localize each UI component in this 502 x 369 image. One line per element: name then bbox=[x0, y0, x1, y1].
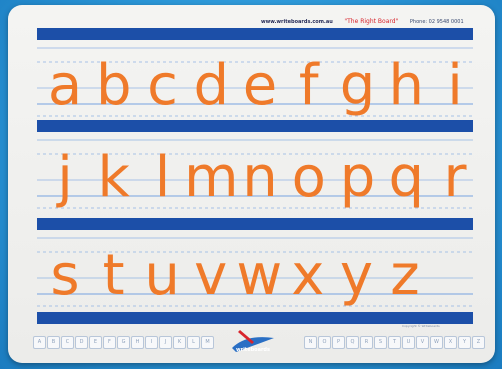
alphabet-key-d: D bbox=[75, 336, 88, 349]
website-text: www.writeboards.com.au bbox=[261, 19, 333, 25]
letter-j: j bbox=[57, 145, 73, 210]
alphabet-key-v: V bbox=[416, 336, 429, 349]
alphabet-key-y: Y bbox=[458, 336, 471, 349]
blue-stripe bbox=[37, 120, 473, 132]
writeboards-logo bbox=[228, 326, 278, 354]
alphabet-strip-right bbox=[304, 336, 485, 348]
alphabet-key-j: J bbox=[159, 336, 172, 349]
phone-text: Phone: 02 9548 0001 bbox=[409, 19, 464, 25]
letter-p: p bbox=[339, 145, 376, 210]
letter-y: y bbox=[339, 243, 373, 308]
letter-s: s bbox=[50, 243, 80, 308]
letter-b: b bbox=[95, 53, 132, 118]
letter-c: c bbox=[147, 53, 178, 118]
alphabet-key-e: E bbox=[89, 336, 102, 349]
letter-n: n bbox=[242, 145, 278, 210]
alphabet-key-h: H bbox=[131, 336, 144, 349]
alphabet-key-a: A bbox=[33, 336, 46, 349]
alphabet-strip-left bbox=[33, 336, 214, 348]
letter-x: x bbox=[291, 243, 325, 308]
brand-tagline: "The Right Board" bbox=[344, 18, 399, 25]
alphabet-key-n: N bbox=[304, 336, 317, 349]
alphabet-key-g: G bbox=[117, 336, 130, 349]
alphabet-key-u: U bbox=[402, 336, 415, 349]
logo-text: writeboards bbox=[236, 347, 270, 353]
letter-w: w bbox=[236, 243, 283, 308]
letter-r: r bbox=[443, 145, 467, 210]
alphabet-key-k: K bbox=[173, 336, 186, 349]
letter-o: o bbox=[291, 145, 326, 210]
alphabet-key-l: L bbox=[187, 336, 200, 349]
letter-i: i bbox=[447, 53, 463, 118]
ruled-writing-area bbox=[37, 28, 473, 324]
alphabet-key-x: X bbox=[444, 336, 457, 349]
blue-stripe bbox=[37, 312, 473, 324]
letter-q: q bbox=[388, 145, 425, 210]
alphabet-key-q: Q bbox=[346, 336, 359, 349]
alphabet-key-m: M bbox=[201, 336, 214, 349]
letter-a: a bbox=[47, 53, 83, 118]
letter-v: v bbox=[194, 243, 228, 308]
alphabet-key-z: Z bbox=[472, 336, 485, 349]
blue-stripe bbox=[37, 218, 473, 230]
alphabet-key-i: I bbox=[145, 336, 158, 349]
letter-z: z bbox=[390, 243, 420, 308]
letter-m: m bbox=[183, 145, 239, 210]
letter-e: e bbox=[242, 53, 278, 118]
alphabet-key-b: B bbox=[47, 336, 60, 349]
letter-h: h bbox=[388, 53, 424, 118]
alphabet-key-t: T bbox=[388, 336, 401, 349]
alphabet-key-c: C bbox=[61, 336, 74, 349]
copyright-text: Copyright © Writeboards bbox=[402, 324, 440, 328]
letter-g: g bbox=[339, 53, 376, 118]
alphabet-key-r: R bbox=[360, 336, 373, 349]
letter-l: l bbox=[154, 145, 171, 210]
alphabet-key-o: O bbox=[318, 336, 331, 349]
alphabet-key-w: W bbox=[430, 336, 443, 349]
board-header bbox=[261, 16, 486, 28]
alphabet-key-p: P bbox=[332, 336, 345, 349]
alphabet-key-s: S bbox=[374, 336, 387, 349]
letter-d: d bbox=[193, 53, 230, 118]
letter-k: k bbox=[97, 145, 130, 210]
letter-t: t bbox=[102, 243, 125, 308]
alphabet-key-f: F bbox=[103, 336, 116, 349]
letter-u: u bbox=[144, 243, 180, 308]
blue-stripe bbox=[37, 28, 473, 40]
letter-f: f bbox=[298, 53, 319, 118]
